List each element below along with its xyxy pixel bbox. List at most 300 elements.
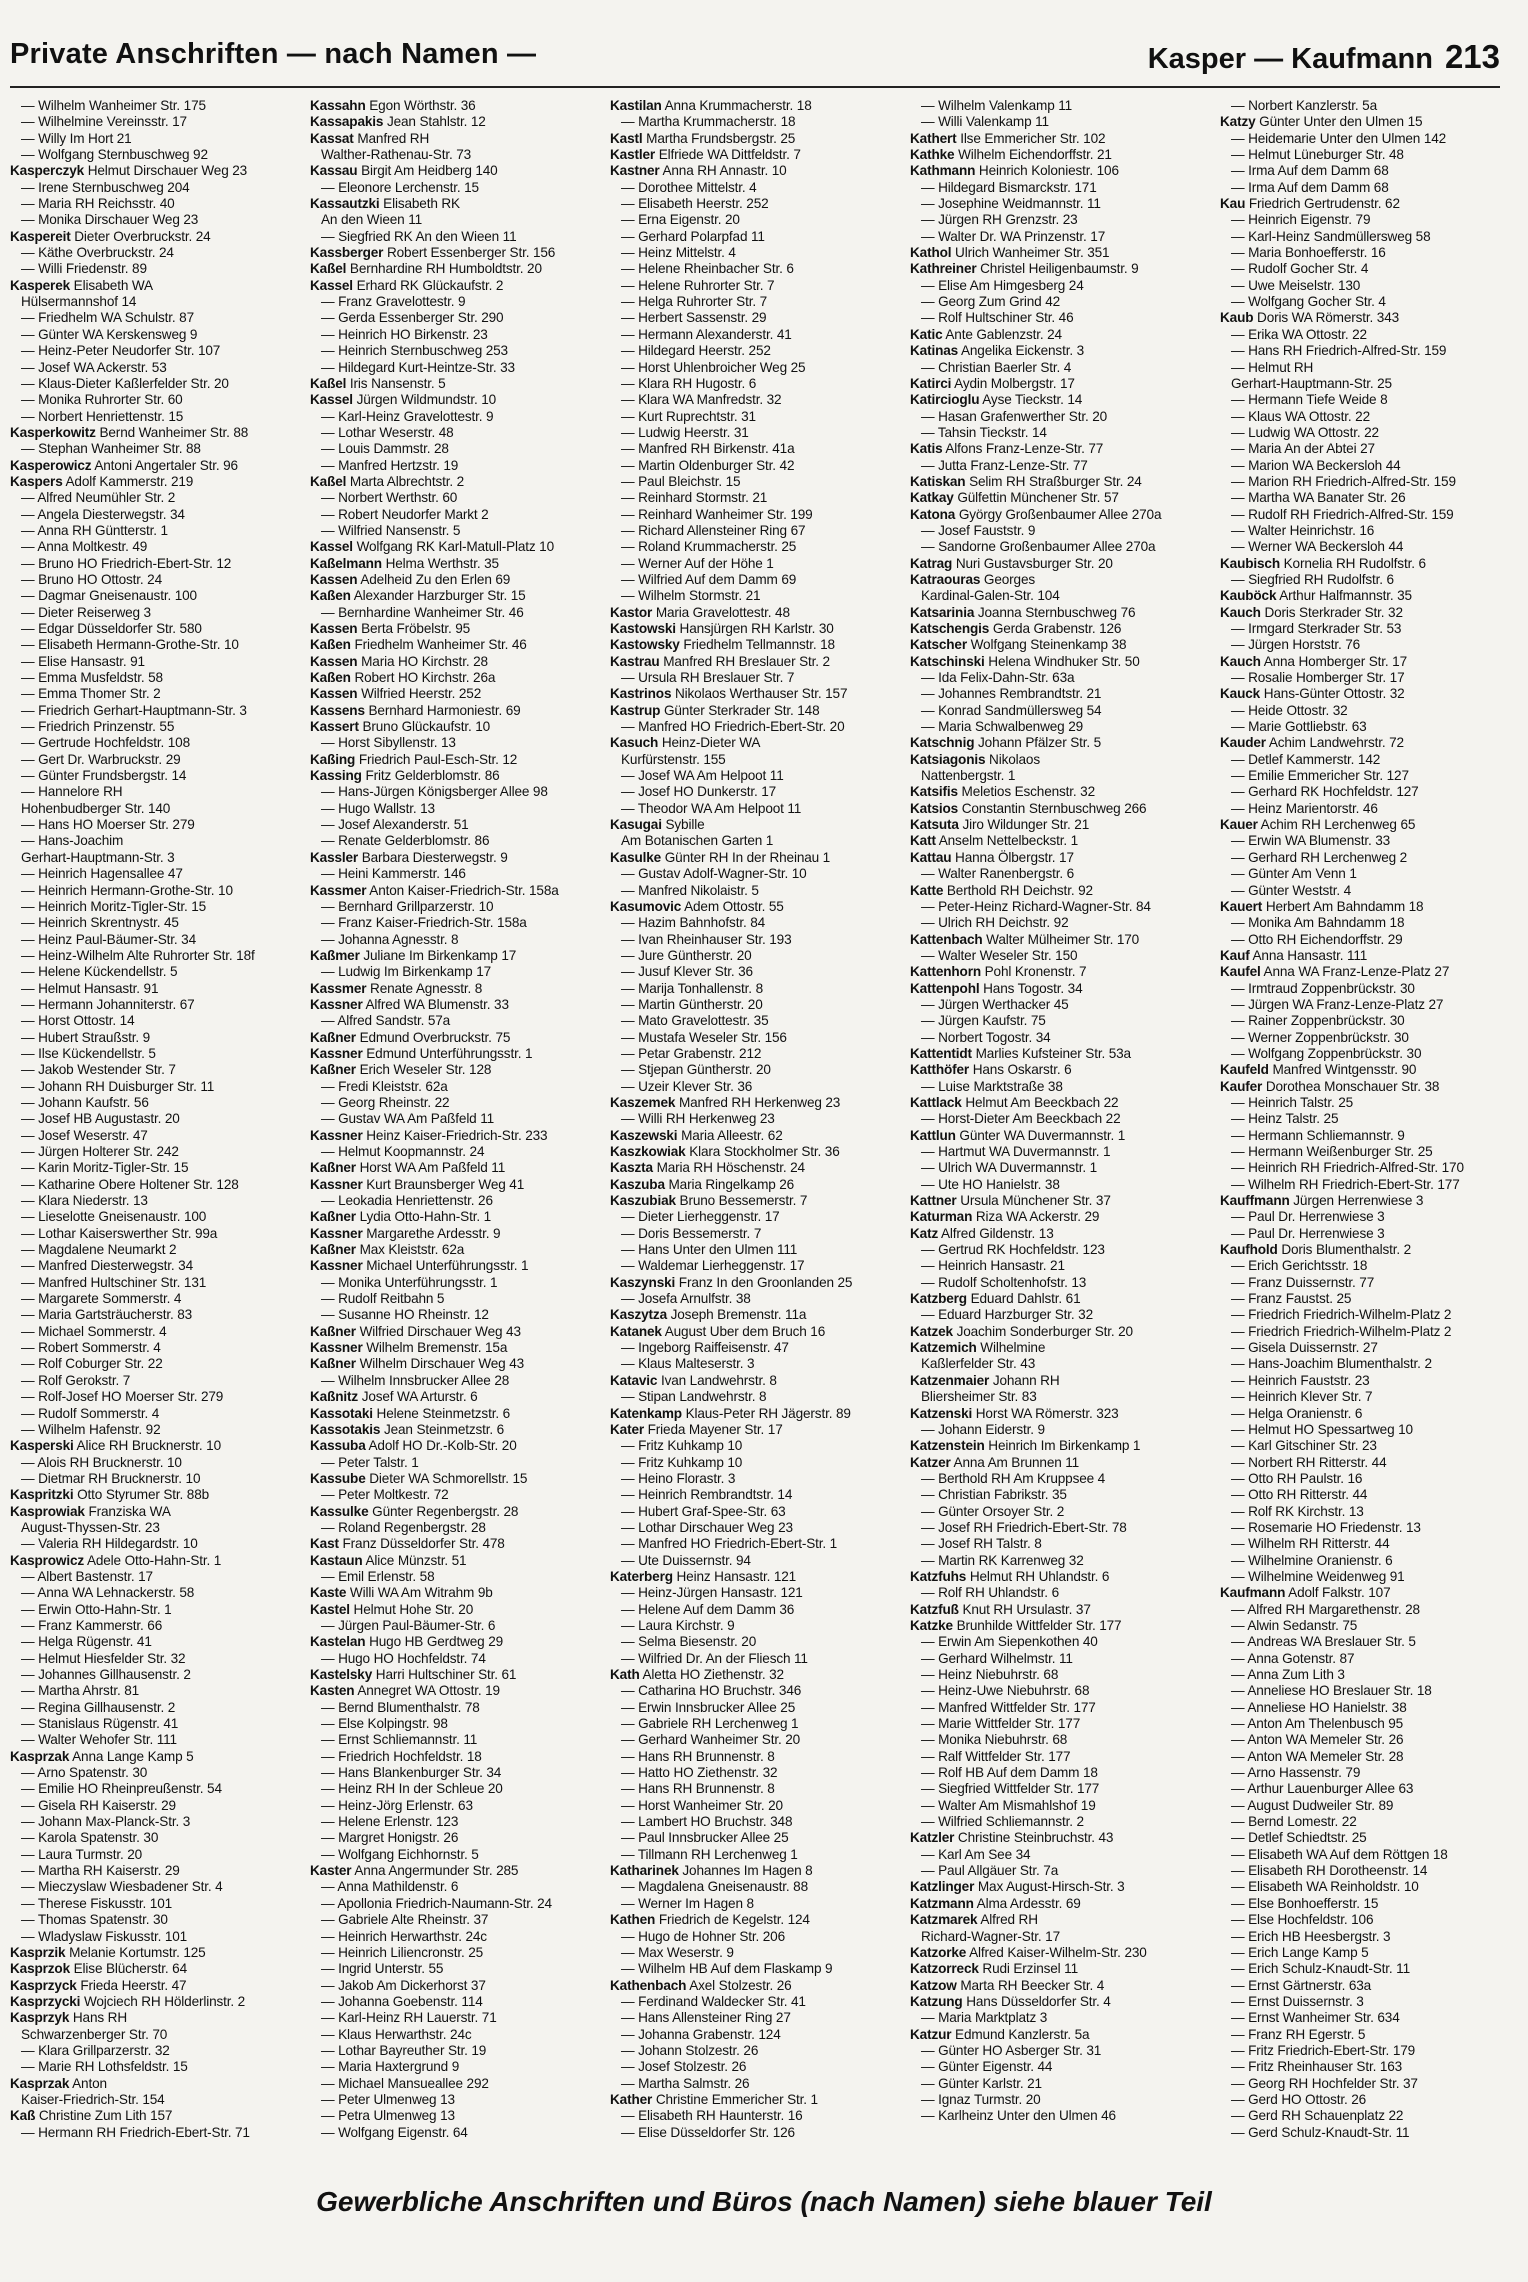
directory-entry <box>910 2108 1210 2124</box>
surname: Kaszkowiak <box>610 1144 686 1159</box>
entry-text: Elisabeth WA <box>73 277 153 293</box>
entry-text: Franz Düsseldorfer Str. 478 <box>342 1536 505 1552</box>
directory-entry <box>610 1193 910 1209</box>
entry-text: — Hermann Weißenburger Str. 25 <box>1231 1144 1433 1159</box>
directory-entry <box>610 637 910 653</box>
entry-text: — Willy Im Hort 21 <box>21 130 132 146</box>
entry-text: Adele Otto-Hahn-Str. 1 <box>86 1552 222 1568</box>
entry-text: — Else Kolpingstr. 98 <box>321 1716 448 1732</box>
directory-entry <box>910 1569 1210 1585</box>
entry-text: Frieda Mayener Str. 17 <box>647 1421 783 1437</box>
directory-entry <box>10 1961 310 1977</box>
directory-entry <box>10 1994 310 2010</box>
entry-text: — Martha WA Banater Str. 26 <box>1231 490 1406 506</box>
entry-text: — Heinrich Hermann-Grothe-Str. 10 <box>21 882 233 898</box>
entry-text: — Helmut Hansastr. 91 <box>21 980 159 996</box>
entry-text: — Klara RH Hugostr. 6 <box>621 375 757 391</box>
directory-entry <box>1220 1177 1520 1193</box>
entry-text: — Max Weserstr. 9 <box>621 1944 734 1960</box>
entry-text: — Wilhelm HB Auf dem Flaskamp 9 <box>621 1961 833 1977</box>
directory-entry <box>610 278 910 294</box>
directory-entry <box>910 1487 1210 1503</box>
directory-entry <box>610 1471 910 1487</box>
directory-entry <box>310 114 610 130</box>
entry-text: — Helene Ruhrorter Str. 7 <box>621 277 775 293</box>
directory-entry <box>610 899 910 915</box>
directory-entry <box>610 1700 910 1716</box>
directory-entry <box>910 1667 1210 1683</box>
directory-entry <box>610 2059 910 2075</box>
entry-text: Christel Heiligenbaumstr. 9 <box>980 261 1139 277</box>
surname: Kauer <box>1220 817 1258 833</box>
directory-entry <box>610 327 910 343</box>
directory-entry <box>1220 784 1520 800</box>
directory-entry <box>1220 1553 1520 1569</box>
directory-entry <box>310 2059 610 2075</box>
directory-entry <box>1220 2108 1520 2124</box>
surname: Kasprzak <box>10 1748 70 1764</box>
directory-entry <box>10 1978 310 1994</box>
entry-text: — Franz Kaiser-Friedrich-Str. 158a <box>321 915 527 931</box>
entry-text: — Ludwig WA Ottostr. 22 <box>1231 424 1379 440</box>
entry-text: — Franz Gravelottestr. 9 <box>321 294 466 310</box>
directory-entry <box>310 409 610 425</box>
directory-entry <box>910 1847 1210 1863</box>
entry-text: Jürgen Herrenwiese 3 <box>1293 1193 1424 1209</box>
directory-entry <box>610 131 910 147</box>
directory-entry <box>910 1455 1210 1471</box>
directory-entry <box>310 1242 610 1258</box>
entry-text: Helmut Dirschauer Weg 23 <box>87 163 248 179</box>
directory-entry <box>10 719 310 735</box>
directory-entry <box>610 490 910 506</box>
entry-text: Rudi Erzinsel 11 <box>982 1961 1078 1977</box>
entry-text: — Richard Allensteiner Ring 67 <box>621 522 806 538</box>
directory-entry <box>310 2043 610 2059</box>
entry-text: — Ilse Kückendellstr. 5 <box>21 1045 156 1061</box>
directory-entry <box>610 1258 910 1274</box>
directory-entry <box>910 425 1210 441</box>
surname: Kassuba <box>310 1438 366 1454</box>
surname: Kaßner <box>310 1209 356 1225</box>
entry-text: Joseph Bremenstr. 11a <box>670 1307 807 1323</box>
entry-text: — Magdalena Gneisenaustr. 88 <box>621 1879 808 1895</box>
directory-entry <box>310 1226 610 1242</box>
surname: Katic <box>910 326 943 342</box>
entry-text: — Hans Blankenburger Str. 34 <box>321 1765 502 1781</box>
entry-text: — Horst Sibyllenstr. 13 <box>321 735 456 751</box>
directory-entry <box>310 833 610 849</box>
directory-entry <box>10 1422 310 1438</box>
entry-text: — Ida Felix-Dahn-Str. 63a <box>921 670 1075 686</box>
directory-entry <box>910 507 1210 523</box>
directory-entry <box>310 572 610 588</box>
directory-entry <box>310 1030 610 1046</box>
directory-entry <box>610 180 910 196</box>
directory-entry <box>310 1765 610 1781</box>
directory-entry <box>1220 392 1520 408</box>
surname: Kau <box>1220 196 1246 212</box>
entry-text: — Karl-Heinz Sandmüllersweg 58 <box>1231 228 1431 244</box>
directory-entry <box>310 1732 610 1748</box>
entry-text: Helmut RH Uhlandstr. 6 <box>969 1568 1110 1584</box>
directory-entry <box>1220 507 1520 523</box>
entry-text: — Stipan Landwehrstr. 8 <box>621 1389 767 1405</box>
entry-text: — Leokadia Henriettenstr. 26 <box>321 1193 493 1209</box>
directory-entry <box>10 1471 310 1487</box>
entry-text: Barbara Diesterwegstr. 9 <box>361 849 508 865</box>
entry-text: — Franz Duissernstr. 77 <box>1231 1274 1375 1290</box>
entry-text: — Heinrich HO Birkenstr. 23 <box>321 326 488 342</box>
entry-text: — Alwin Sedanstr. 75 <box>1231 1617 1358 1633</box>
directory-entry <box>310 343 610 359</box>
directory-entry <box>1220 915 1520 931</box>
entry-text: — Marie Wittfelder Str. 177 <box>921 1716 1081 1732</box>
surname: Katavic <box>610 1372 658 1388</box>
directory-entry <box>10 1700 310 1716</box>
directory-entry <box>910 670 1210 686</box>
entry-text: — Karin Moritz-Tigler-Str. 15 <box>21 1160 189 1176</box>
directory-entry <box>910 883 1210 899</box>
directory-entry <box>1220 1994 1520 2010</box>
entry-text: — Monika Niebuhrstr. 68 <box>921 1732 1068 1748</box>
directory-entry <box>310 147 610 163</box>
entry-text: Achim RH Lerchenweg 65 <box>1260 817 1416 833</box>
directory-entry <box>1220 981 1520 997</box>
entry-text: — Michael Mansueallee 292 <box>321 2075 489 2091</box>
directory-entry <box>310 1111 610 1127</box>
entry-text: — Maria Gartsträucherstr. 83 <box>21 1307 193 1323</box>
entry-text: Franziska WA <box>88 1503 171 1519</box>
directory-entry <box>910 2010 1210 2026</box>
surname: Katrag <box>910 555 953 571</box>
directory-column-4 <box>910 98 1210 2125</box>
surname: Kaszta <box>610 1160 653 1176</box>
directory-entry <box>910 637 1210 653</box>
surname: Kasperkowitz <box>10 424 96 440</box>
surname: Katurman <box>910 1209 973 1225</box>
directory-entry <box>1220 360 1520 376</box>
entry-text: — Magdalene Neumarkt 2 <box>21 1242 177 1258</box>
entry-text: — Roland Krummacherstr. 25 <box>621 539 797 555</box>
directory-entry <box>610 1422 910 1438</box>
directory-entry <box>1220 1160 1520 1176</box>
directory-entry <box>310 1487 610 1503</box>
directory-entry <box>310 1994 610 2010</box>
directory-entry <box>10 1553 310 1569</box>
entry-text: Anselm Nettelbeckstr. 1 <box>938 833 1079 849</box>
directory-entry <box>310 654 610 670</box>
entry-text: — Bruno HO Friedrich-Ebert-Str. 12 <box>21 555 232 571</box>
entry-text: — Heinrich Hansastr. 21 <box>921 1258 1065 1274</box>
entry-text: — Wilfried Nansenstr. 5 <box>321 522 461 538</box>
directory-entry <box>1220 1879 1520 1895</box>
surname: Kaufhold <box>1220 1242 1278 1258</box>
entry-text: — Stjepan Güntherstr. 20 <box>621 1062 771 1078</box>
entry-text: — Ingeborg Raiffeisenstr. 47 <box>621 1340 789 1356</box>
directory-entry <box>10 1079 310 1095</box>
entry-text: — Elisabeth RH Dorotheenstr. 14 <box>1231 1863 1428 1879</box>
directory-entry <box>10 1013 310 1029</box>
entry-text: — Erwin Am Siepenkothen 40 <box>921 1634 1098 1650</box>
entry-text: Brunhilde Wittfelder Str. 177 <box>956 1617 1122 1633</box>
surname: Katzer <box>910 1454 951 1470</box>
directory-entry <box>910 376 1210 392</box>
directory-entry <box>310 98 610 114</box>
entry-text: — Ute Duissernstr. 94 <box>621 1552 751 1568</box>
directory-entry <box>610 1095 910 1111</box>
entry-text: — Jure Güntherstr. 20 <box>621 947 752 963</box>
directory-entry <box>910 1373 1210 1389</box>
entry-text: — Martin RK Karrenweg 32 <box>921 1552 1084 1568</box>
entry-text: — Manfred Hertzstr. 19 <box>321 457 459 473</box>
directory-entry <box>310 817 610 833</box>
directory-entry <box>610 1504 910 1520</box>
entry-text: — Paul Dr. Herrenwiese 3 <box>1231 1225 1385 1241</box>
entry-text: — Arthur Lauenburger Allee 63 <box>1231 1781 1414 1797</box>
entry-text: — Helmut RH <box>1231 359 1314 375</box>
directory-entry <box>10 327 310 343</box>
directory-entry <box>1220 670 1520 686</box>
entry-text: Josef WA Arturstr. 6 <box>361 1389 478 1405</box>
entry-text: — Emilie HO Rheinpreußenstr. 54 <box>21 1781 222 1797</box>
surname: Kaßner <box>310 1356 356 1372</box>
directory-entry <box>1220 1961 1520 1977</box>
entry-text: Anton <box>72 2075 107 2091</box>
entry-text: — Hans HO Moerser Str. 279 <box>21 817 195 833</box>
entry-text: Frieda Heerstr. 47 <box>80 1977 187 1993</box>
surname: Kaub <box>1220 310 1254 326</box>
entry-text: August-Thyssen-Str. 23 <box>21 1519 160 1535</box>
entry-text: Axel Stolzestr. 26 <box>689 1977 792 1993</box>
surname: Kasprowiak <box>10 1503 85 1519</box>
entry-text: — Ferdinand Waldecker Str. 41 <box>621 1993 806 2009</box>
directory-entry <box>610 1847 910 1863</box>
directory-entry <box>310 310 610 326</box>
directory-entry <box>10 98 310 114</box>
directory-entry <box>1220 1536 1520 1552</box>
entry-text: — Willi Valenkamp 11 <box>921 114 1049 130</box>
directory-entry <box>1220 261 1520 277</box>
directory-entry <box>10 703 310 719</box>
entry-text: — Horst Ottostr. 14 <box>21 1013 135 1029</box>
entry-text: — Hildegard Bismarckstr. 171 <box>921 179 1097 195</box>
entry-text: Antoni Angertaler Str. 96 <box>94 457 238 473</box>
entry-text: — Rosemarie HO Friedenstr. 13 <box>1231 1519 1421 1535</box>
directory-entry <box>10 1193 310 1209</box>
directory-entry <box>310 474 610 490</box>
entry-text: — Eduard Harzburger Str. 32 <box>921 1307 1093 1323</box>
directory-entry <box>310 1209 610 1225</box>
entry-text: — Käthe Overbruckstr. 24 <box>21 245 174 261</box>
entry-text: — Werner WA Beckersloh 44 <box>1231 539 1404 555</box>
entry-text: Jürgen Wildmundstr. 10 <box>356 392 497 408</box>
entry-text: — Karl-Heinz RH Lauerstr. 71 <box>321 2010 497 2026</box>
entry-text: Dieter WA Schmorellstr. 15 <box>369 1470 528 1486</box>
directory-entry <box>310 915 610 931</box>
entry-text: Iris Nansenstr. 5 <box>349 375 446 391</box>
section-title: Private Anschriften — nach Namen — <box>10 38 537 70</box>
entry-text: — Edgar Düsseldorfer Str. 580 <box>21 621 202 636</box>
directory-entry <box>1220 833 1520 849</box>
entry-text: Meletios Eschenstr. 32 <box>961 784 1096 800</box>
entry-text: — Elisabeth WA Auf dem Röttgen 18 <box>1231 1846 1448 1862</box>
entry-text: Manfred RH Herkenweg 23 <box>678 1094 841 1110</box>
surname: Kauder <box>1220 735 1266 751</box>
entry-text: — Emma Musfeldstr. 58 <box>21 670 163 686</box>
directory-entry <box>10 294 310 310</box>
entry-text: Sybille <box>665 817 705 833</box>
directory-entry <box>10 1209 310 1225</box>
surname: Kassat <box>310 130 354 146</box>
entry-text: Max Kleiststr. 62a <box>359 1242 465 1258</box>
directory-entry <box>610 1618 910 1634</box>
surname: Kassapakis <box>310 114 384 130</box>
directory-entry <box>10 2108 310 2124</box>
entry-text: Egon Wörthstr. 36 <box>369 98 476 113</box>
entry-text: — Monika Ruhrorter Str. 60 <box>21 392 183 408</box>
entry-text: — Siegfried RH Rudolfstr. 6 <box>1231 571 1394 587</box>
entry-text: — Else Hochfeldstr. 106 <box>1231 1912 1374 1928</box>
entry-text: Marlies Kufsteiner Str. 53a <box>975 1045 1131 1061</box>
entry-text: — Bernhardine Wanheimer Str. 46 <box>321 604 524 620</box>
entry-text: — Heinz-Peter Neudorfer Str. 107 <box>21 343 221 359</box>
directory-entry <box>910 768 1210 784</box>
entry-text: — Christian Fabrikstr. 35 <box>921 1487 1067 1503</box>
surname: Katscher <box>910 637 967 653</box>
directory-entry <box>1220 1847 1520 1863</box>
entry-text: — Otto RH Eichendorffstr. 29 <box>1231 931 1403 947</box>
entry-text: — Peter Ulmenweg 13 <box>321 2091 455 2107</box>
directory-entry <box>10 1144 310 1160</box>
entry-text: — Maria An der Abtei 27 <box>1231 441 1375 457</box>
entry-text: — Helmut Hiesfelder Str. 32 <box>21 1650 186 1666</box>
surname: Kaszubiak <box>610 1193 676 1209</box>
surname: Kasprzik <box>10 1944 66 1960</box>
directory-entry <box>1220 1258 1520 1274</box>
entry-text: Heinz Kaiser-Friedrich-Str. 233 <box>366 1127 548 1143</box>
surname: Katsuta <box>910 817 959 833</box>
directory-entry <box>10 1847 310 1863</box>
directory-entry <box>10 131 310 147</box>
directory-entry <box>1220 1781 1520 1797</box>
surname: Kather <box>610 2091 653 2107</box>
directory-entry <box>1220 1144 1520 1160</box>
entry-text: — Georg Zum Grind 42 <box>921 294 1061 310</box>
directory-entry <box>310 556 610 572</box>
directory-entry <box>310 719 610 735</box>
entry-text: — Klaus Malteserstr. 3 <box>621 1356 755 1372</box>
surname: Katzler <box>910 1830 955 1846</box>
entry-text: — Petar Grabenstr. 212 <box>621 1045 762 1061</box>
entry-text: — Hans-Jürgen Königsberger Allee 98 <box>321 784 548 800</box>
entry-text: — Ursula RH Breslauer Str. 7 <box>621 670 795 686</box>
entry-text: — Helmut Koopmannstr. 24 <box>321 1144 485 1159</box>
surname: Kassen <box>310 621 358 636</box>
directory-entry <box>310 1455 610 1471</box>
surname: Kaspereit <box>10 228 71 244</box>
entry-text: — Lieselotte Gneisenaustr. 100 <box>21 1209 207 1225</box>
directory-entry <box>10 147 310 163</box>
entry-text: — Monika Am Bahndamm 18 <box>1231 915 1405 931</box>
directory-entry <box>1220 1209 1520 1225</box>
surname: Kassel <box>310 277 353 293</box>
entry-text: — Werner Im Hagen 8 <box>621 1895 754 1911</box>
entry-text: Günter RH In der Rheinau 1 <box>664 849 831 865</box>
directory-entry <box>910 180 1210 196</box>
entry-text: Nattenbergstr. 1 <box>921 768 1016 784</box>
directory-entry <box>10 2076 310 2092</box>
directory-entry <box>310 2076 610 2092</box>
surname: Kater <box>610 1421 645 1437</box>
surname: Kastilan <box>610 98 662 113</box>
entry-text: Achim Landwehrstr. 72 <box>1268 735 1404 751</box>
directory-entry <box>1220 735 1520 751</box>
surname: Katzfuß <box>910 1601 959 1617</box>
entry-text: Walther-Rathenau-Str. 73 <box>321 147 472 163</box>
entry-text: Robert HO Kirchstr. 26a <box>354 670 496 686</box>
directory-entry <box>610 1929 910 1945</box>
entry-text: Bernhardine RH Humboldtstr. 20 <box>349 261 542 277</box>
entry-text: György Großenbaumer Allee 270a <box>958 506 1162 522</box>
directory-entry <box>310 1929 610 1945</box>
surname: Katirci <box>910 375 952 391</box>
directory-entry <box>610 1667 910 1683</box>
entry-text: Schwarzenberger Str. 70 <box>21 2026 168 2042</box>
surname: Katenkamp <box>610 1405 682 1421</box>
entry-text: — Dorothee Mittelstr. 4 <box>621 179 757 195</box>
entry-text: — Alfred Sandstr. 57a <box>321 1013 451 1029</box>
directory-entry <box>310 2125 610 2141</box>
directory-entry <box>910 1079 1210 1095</box>
directory-entry <box>10 1258 310 1274</box>
entry-text: Anna Hansastr. 111 <box>1252 947 1368 963</box>
entry-text: — Detlef Schiedtstr. 25 <box>1231 1830 1367 1846</box>
entry-text: Günter Regenbergstr. 28 <box>372 1503 519 1519</box>
entry-text: Friedhelm Wanheimer Str. 46 <box>354 637 527 653</box>
entry-text: — Louis Dammstr. 28 <box>321 441 449 457</box>
entry-text: — Helga Oranienstr. 6 <box>1231 1405 1363 1421</box>
surname: Kastrinos <box>610 686 672 702</box>
directory-entry <box>10 1177 310 1193</box>
directory-entry <box>910 523 1210 539</box>
directory-entry <box>310 752 610 768</box>
entry-text: — Klaus-Dieter Kaßlerfelder Str. 20 <box>21 375 229 391</box>
entry-text: Friedhelm Tellmannstr. 18 <box>683 637 835 653</box>
entry-text: — Josef RH Talstr. 8 <box>921 1536 1042 1552</box>
directory-entry <box>610 1340 910 1356</box>
entry-text: — Hermann Schliemannstr. 9 <box>1231 1127 1405 1143</box>
entry-text: — Franz RH Egerstr. 5 <box>1231 2026 1366 2042</box>
entry-text: — Wilhelm RH Friedrich-Ebert-Str. 177 <box>1231 1176 1460 1192</box>
entry-text: — Wilhelm Stormstr. 21 <box>621 588 761 604</box>
entry-text: — Johann Max-Planck-Str. 3 <box>21 1814 191 1830</box>
entry-text: — Reinhard Wanheimer Str. 199 <box>621 506 813 522</box>
entry-text: — Jakob Westender Str. 7 <box>21 1062 176 1078</box>
entry-text: — Johannes Gillhausenstr. 2 <box>21 1667 191 1682</box>
directory-entry <box>1220 997 1520 1013</box>
entry-text: Wolfgang RK Karl-Matull-Platz 10 <box>356 539 555 555</box>
directory-entry <box>610 1030 910 1046</box>
directory-entry <box>310 1144 610 1160</box>
surname: Kastrau <box>610 653 660 669</box>
entry-text: — Elise Am Himgesberg 24 <box>921 277 1084 293</box>
entry-text: — Rolf-Josef HO Moerser Str. 279 <box>21 1389 224 1405</box>
directory-entry <box>10 2010 310 2026</box>
surname: Katraouras <box>910 571 981 587</box>
entry-text: — Friedrich Gerhart-Hauptmann-Str. 3 <box>21 702 247 718</box>
directory-entry <box>310 1700 610 1716</box>
